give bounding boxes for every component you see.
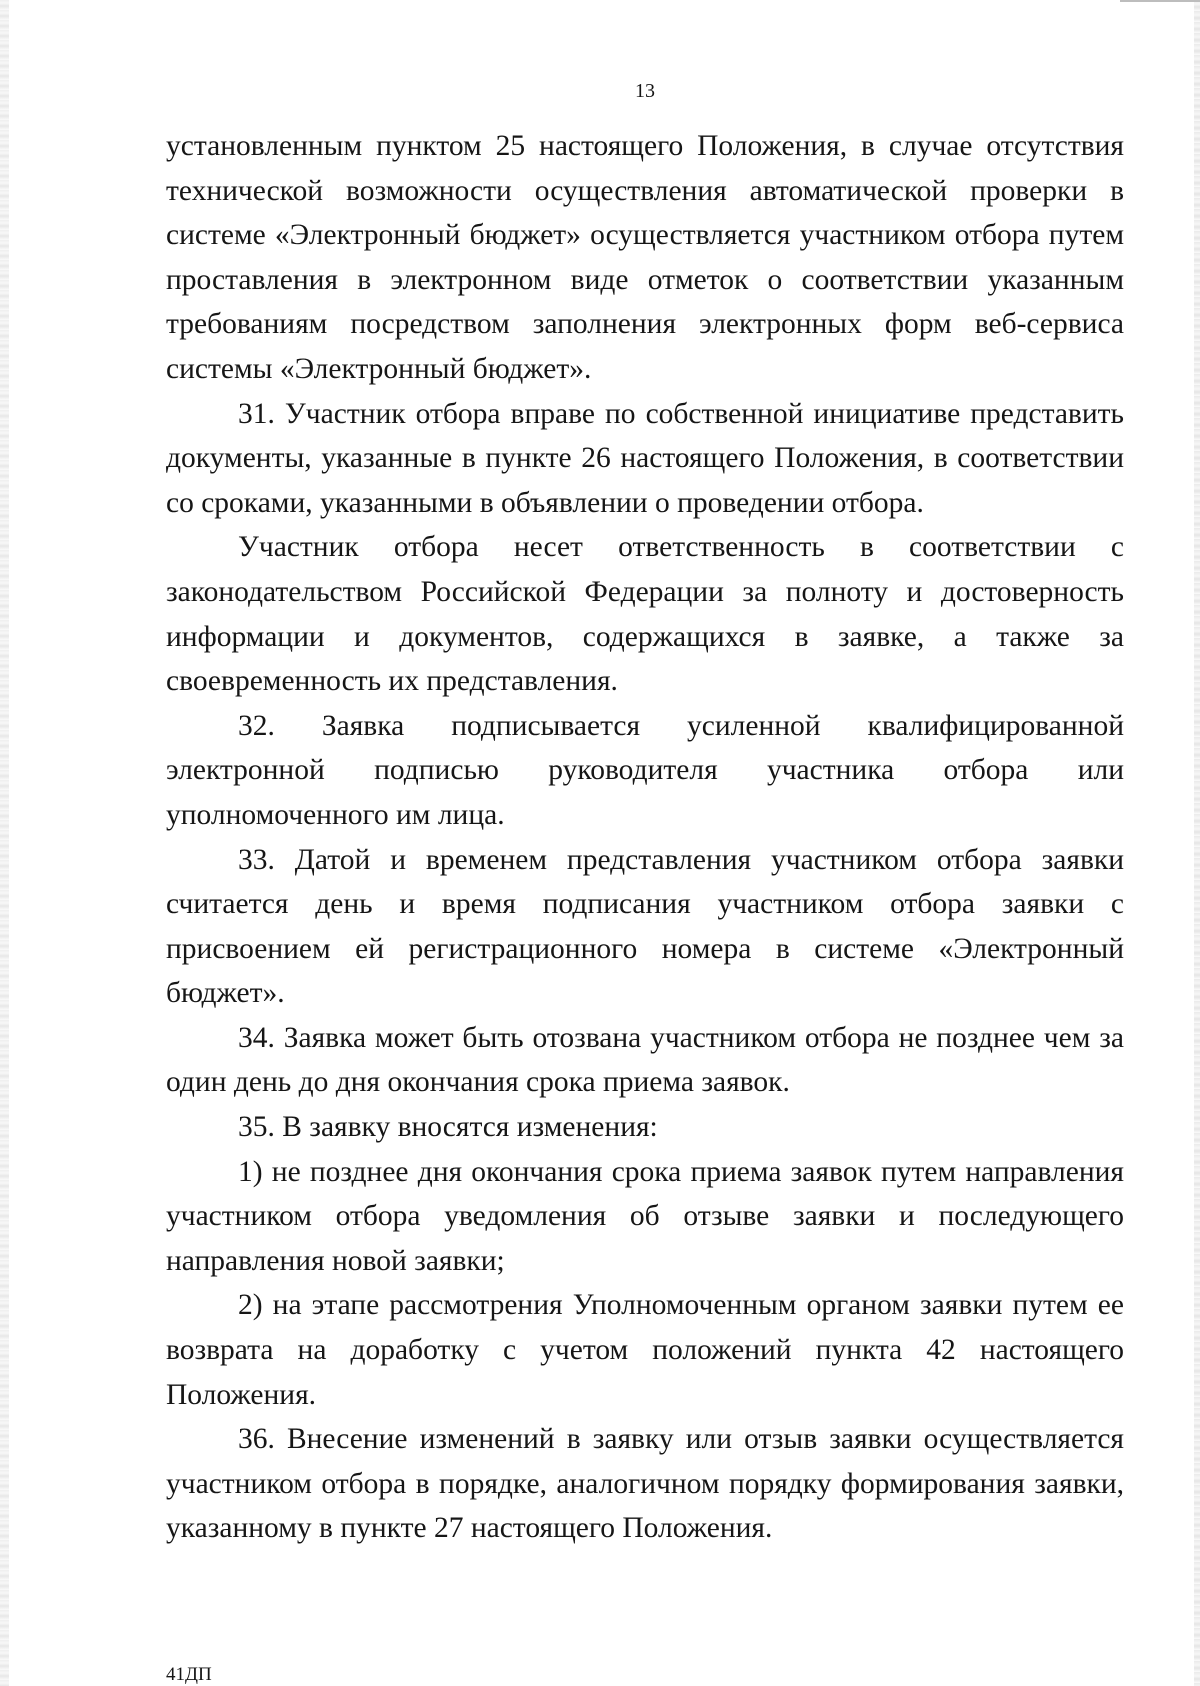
paragraph-35-item-1: 1) не позднее дня окончания срока приема заявок путем направления участником отбора уведомления об отзыве заявки и последующего направления новой заявки;	[166, 1155, 1124, 1277]
paragraph-31: 31. Участник отбора вправе по собственной инициативе представить документы, указанные в пункте 26 настоящего Положения, в соответствии со сроками, указанными в объявлении о проведении отбора.	[166, 397, 1124, 519]
paragraph-responsibility: Участник отбора несет ответственность в соответствии с законодательством Российской Федерации за полноту и достоверность информации и документов, содержащихся в заявке, а также за своевременность их представления.	[166, 531, 1124, 698]
scan-edge-left	[0, 0, 9, 1686]
paragraph-36: 36. Внесение изменений в заявку или отзыв заявки осуществляется участником отбора в порядке, аналогичном порядку формирования заявки, указанному в пункте 27 настоящего Положения.	[166, 1423, 1124, 1545]
paragraph-continuation: установленным пунктом 25 настоящего Положения, в случае отсутствия технической возможности осуществления автоматической проверки в системе «Электронный бюджет» осуществляется участником отбора путем проставления в электронном виде отметок о соответствии указанным требованиям посредством заполнения электронных форм веб-сервиса системы «Электронный бюджет».	[166, 130, 1124, 385]
scan-edge-top	[1120, 0, 1200, 2]
paragraph-32: 32. Заявка подписывается усиленной квалифицированной электронной подписью руководителя участника отбора или уполномоченного им лица.	[166, 709, 1124, 831]
paragraph-35-item-2: 2) на этапе рассмотрения Уполномоченным органом заявки путем ее возврата на доработку с учетом положений пункта 42 настоящего Положения.	[166, 1289, 1124, 1411]
paragraph-33: 33. Датой и временем представления участником отбора заявки считается день и время подписания участником отбора заявки с присвоением ей регистрационного номера в системе «Электронный бюджет».	[166, 843, 1124, 1010]
paragraph-34: 34. Заявка может быть отозвана участником отбора не позднее чем за один день до дня окончания срока приема заявок.	[166, 1021, 1124, 1099]
document-body	[166, 124, 1124, 1551]
footer-document-code: 41ДП	[166, 1664, 212, 1685]
page-number: 13	[635, 80, 655, 102]
paragraph-35: 35. В заявку вносятся изменения:	[238, 1111, 658, 1144]
scan-edge-right	[1194, 0, 1200, 1686]
